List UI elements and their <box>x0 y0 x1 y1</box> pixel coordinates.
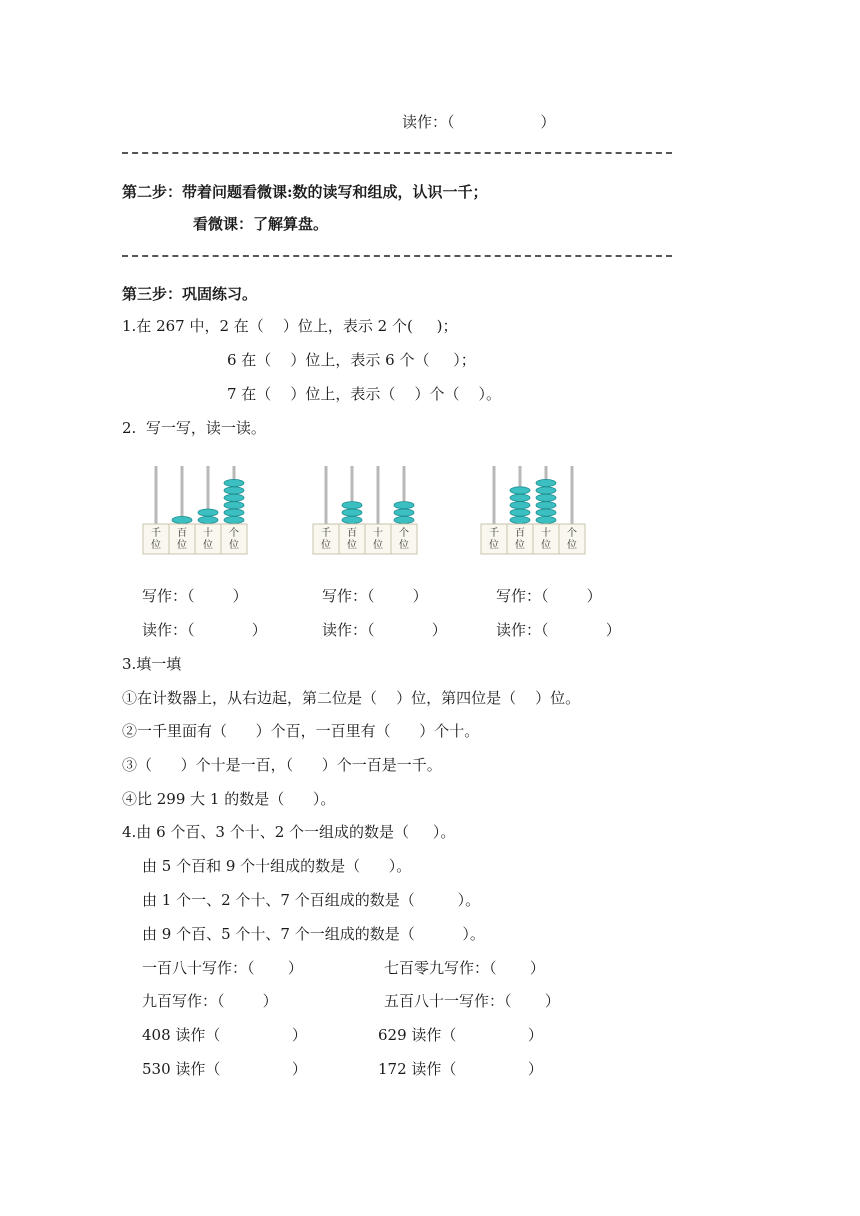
place-label: 位 <box>321 540 331 551</box>
place-label: 十 <box>203 528 213 539</box>
bead <box>198 509 218 516</box>
place-label: 百 <box>347 528 357 539</box>
bead <box>342 509 362 516</box>
bead <box>536 516 556 523</box>
place-label: 个 <box>399 528 409 539</box>
step2-heading: 第二步：带着问题看微课:数的读写和组成，认识一千； <box>122 183 488 201</box>
dashed-divider <box>122 255 672 257</box>
bead <box>510 509 530 516</box>
place-label: 千 <box>489 528 499 539</box>
write-blank-3: 写作：（ ） <box>496 587 602 605</box>
thousands-rod <box>493 466 496 524</box>
tens-rod <box>377 466 380 524</box>
bead <box>536 502 556 509</box>
q4-line-4: 由 9 个百、5 个十、7 个一组成的数是（ ）。 <box>142 925 485 943</box>
q2-title: 2. 写一写，读一读。 <box>122 419 266 437</box>
q4-pair-left: 530 读作（ ） <box>142 1060 307 1078</box>
place-label: 位 <box>489 540 499 551</box>
bead <box>536 494 556 501</box>
q1-line2: 6 在（ ）位上，表示 6 个（ ）； <box>227 351 476 369</box>
place-label: 千 <box>321 528 331 539</box>
bead <box>224 479 244 486</box>
place-label: 十 <box>541 528 551 539</box>
bead <box>224 494 244 501</box>
q4-line-3: 由 1 个一、2 个十、7 个百组成的数是（ ）。 <box>142 891 481 909</box>
q4-pair-left: 408 读作（ ） <box>142 1026 307 1044</box>
bead <box>224 516 244 523</box>
q4-pair-right: 七百零九写作：（ ） <box>384 959 545 977</box>
place-label: 千 <box>151 528 161 539</box>
place-label: 位 <box>515 540 525 551</box>
q4-line-1: 4.由 6 个百、3 个十、2 个一组成的数是（ ）。 <box>122 823 456 841</box>
q3-item-1: ①在计数器上，从右边起，第二位是（ ）位，第四位是（ ）位。 <box>122 689 581 707</box>
step2-subline: 看微课：了解算盘。 <box>193 215 329 233</box>
q4-line-2: 由 5 个百和 9 个十组成的数是（ ）。 <box>142 857 412 875</box>
bead <box>224 509 244 516</box>
place-label: 位 <box>373 540 383 551</box>
place-label: 位 <box>151 540 161 551</box>
bead <box>172 516 192 523</box>
q3-title: 3.填一填 <box>122 655 182 673</box>
bead <box>342 516 362 523</box>
bead <box>536 479 556 486</box>
abacus-svg <box>142 462 252 557</box>
q3-item-2: ②一千里面有（ ）个百，一百里有（ ）个十。 <box>122 722 480 740</box>
q1-line1: 1.在 267 中，2 在（ ）位上，表示 2 个( )； <box>122 317 458 335</box>
hundreds-rod <box>181 466 184 524</box>
bead <box>342 502 362 509</box>
read-blank-2: 读作：（ ） <box>322 621 447 639</box>
thousands-rod <box>325 466 328 524</box>
place-label: 位 <box>177 540 187 551</box>
place-label: 十 <box>373 528 383 539</box>
bead <box>394 509 414 516</box>
q3-item-3: ③（ ）个十是一百，（ ）个一百是一千。 <box>122 756 442 774</box>
place-label: 个 <box>229 528 239 539</box>
abacus-2 <box>312 462 422 557</box>
bead <box>536 487 556 494</box>
thousands-rod <box>155 466 158 524</box>
ones-rod <box>571 466 574 524</box>
q3-item-4: ④比 299 大 1 的数是（ ）。 <box>122 790 336 808</box>
bead <box>510 516 530 523</box>
bead <box>224 502 244 509</box>
read-blank-1: 读作：（ ） <box>142 621 267 639</box>
place-label: 位 <box>203 540 213 551</box>
bead <box>536 509 556 516</box>
q4-pair-left: 一百八十写作：（ ） <box>142 959 303 977</box>
bead <box>198 516 218 523</box>
place-label: 位 <box>399 540 409 551</box>
abacus-1 <box>142 462 252 557</box>
place-label: 位 <box>347 540 357 551</box>
place-label: 百 <box>515 528 525 539</box>
read-blank-3: 读作：（ ） <box>496 621 621 639</box>
abacus-svg <box>312 462 422 557</box>
bead <box>394 516 414 523</box>
bead <box>510 487 530 494</box>
bead <box>224 487 244 494</box>
bead <box>394 502 414 509</box>
place-label: 百 <box>177 528 187 539</box>
top-reading-blank: 读作：（ ） <box>402 113 556 131</box>
write-blank-1: 写作：（ ） <box>142 587 248 605</box>
place-label: 位 <box>567 540 577 551</box>
place-label: 位 <box>541 540 551 551</box>
write-blank-2: 写作：（ ） <box>322 587 428 605</box>
place-label: 个 <box>567 528 577 539</box>
bead <box>510 494 530 501</box>
q1-line3: 7 在（ ）位上，表示（ ）个（ ）。 <box>227 385 502 403</box>
place-label: 位 <box>229 540 239 551</box>
q4-pair-left: 九百写作：（ ） <box>142 992 278 1010</box>
q4-pair-right: 五百八十一写作：（ ） <box>384 992 560 1010</box>
step3-heading: 第三步：巩固练习。 <box>122 285 258 303</box>
abacus-svg <box>480 462 590 557</box>
dashed-divider <box>122 152 672 154</box>
abacus-3 <box>480 462 590 557</box>
bead <box>510 502 530 509</box>
q4-pair-right: 629 读作（ ） <box>378 1026 543 1044</box>
q4-pair-right: 172 读作（ ） <box>378 1060 543 1078</box>
